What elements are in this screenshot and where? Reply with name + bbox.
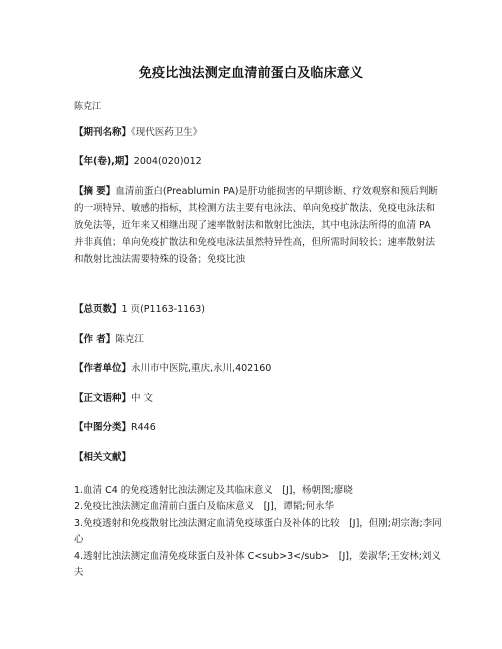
related-doc-item[interactable]: 2.免疫比浊法测定血清前白蛋白及临床意义 [J]，谭韬;何永华	[74, 501, 334, 512]
language-label: 【正文语种】	[74, 393, 132, 404]
abstract-text: 血清前蛋白(Preablumin PA)是肝功能损害的早期诊断、疗效观察和预后判断的一项特异、敏感的指标，其检测方法主要有电泳法、单向免疫扩散法、免疫电泳法和放免法等，近年来又相继出现了速率散射法和散射比浊法，其中电泳法所得的血清 PA 并非真值；单向免疫扩散法和免疫电泳法虽然特异性高，但所需时间较长；速率散射法和散射比浊法需要特殊的设备；免疫比浊	[74, 186, 438, 265]
author-byline: 陈克江	[74, 102, 102, 112]
language-field	[74, 391, 440, 407]
author-field	[74, 332, 440, 348]
author-label: 【作 者】	[74, 334, 116, 345]
related-doc-item[interactable]: 1.血清 C4 的免疫透射比浊法测定及其临床意义 [J]，杨朝图;廖晓	[74, 485, 353, 496]
affiliation-value: 永川市中医院,重庆,永川,402160	[131, 363, 272, 374]
related-doc-item[interactable]: 4.透射比浊法测定血清免疫球蛋白及补体 C<sub>3</sub> [J]，姜淑华;王安林;刘义夫	[74, 551, 441, 578]
pages-value: 1 页(P1163-1163)	[121, 304, 206, 315]
pages-field	[74, 302, 440, 318]
document-title: 免疫比浊法测定血清前蛋白及临床意义	[138, 66, 364, 81]
journal-value: 《现代医药卫生》	[131, 127, 203, 138]
journal-field	[74, 125, 440, 141]
language-value: 中 文	[131, 393, 154, 404]
abstract-label: 【摘 要】	[74, 186, 116, 197]
year-issue-label: 【年(卷),期】	[74, 156, 134, 167]
affiliation-label: 【作者单位】	[74, 363, 132, 374]
related-label: 【相关文献】	[74, 452, 132, 463]
author-value: 陈克江	[115, 334, 144, 345]
classification-field	[74, 420, 440, 436]
classification-value: R446	[131, 422, 156, 433]
related-doc-item[interactable]: 3.免疫透射和免疫散射比浊法测定血清免疫球蛋白及补体的比较 [J]，但刚;胡宗海;李同心	[74, 518, 442, 545]
affiliation-field	[74, 361, 440, 377]
classification-label: 【中图分类】	[74, 422, 132, 433]
year-issue-field	[74, 154, 440, 170]
year-issue-value: 2004(020)012	[133, 156, 202, 167]
abstract-field	[74, 183, 440, 268]
pages-label: 【总页数】	[74, 304, 122, 315]
journal-label: 【期刊名称】	[74, 127, 132, 138]
related-heading	[74, 450, 440, 466]
